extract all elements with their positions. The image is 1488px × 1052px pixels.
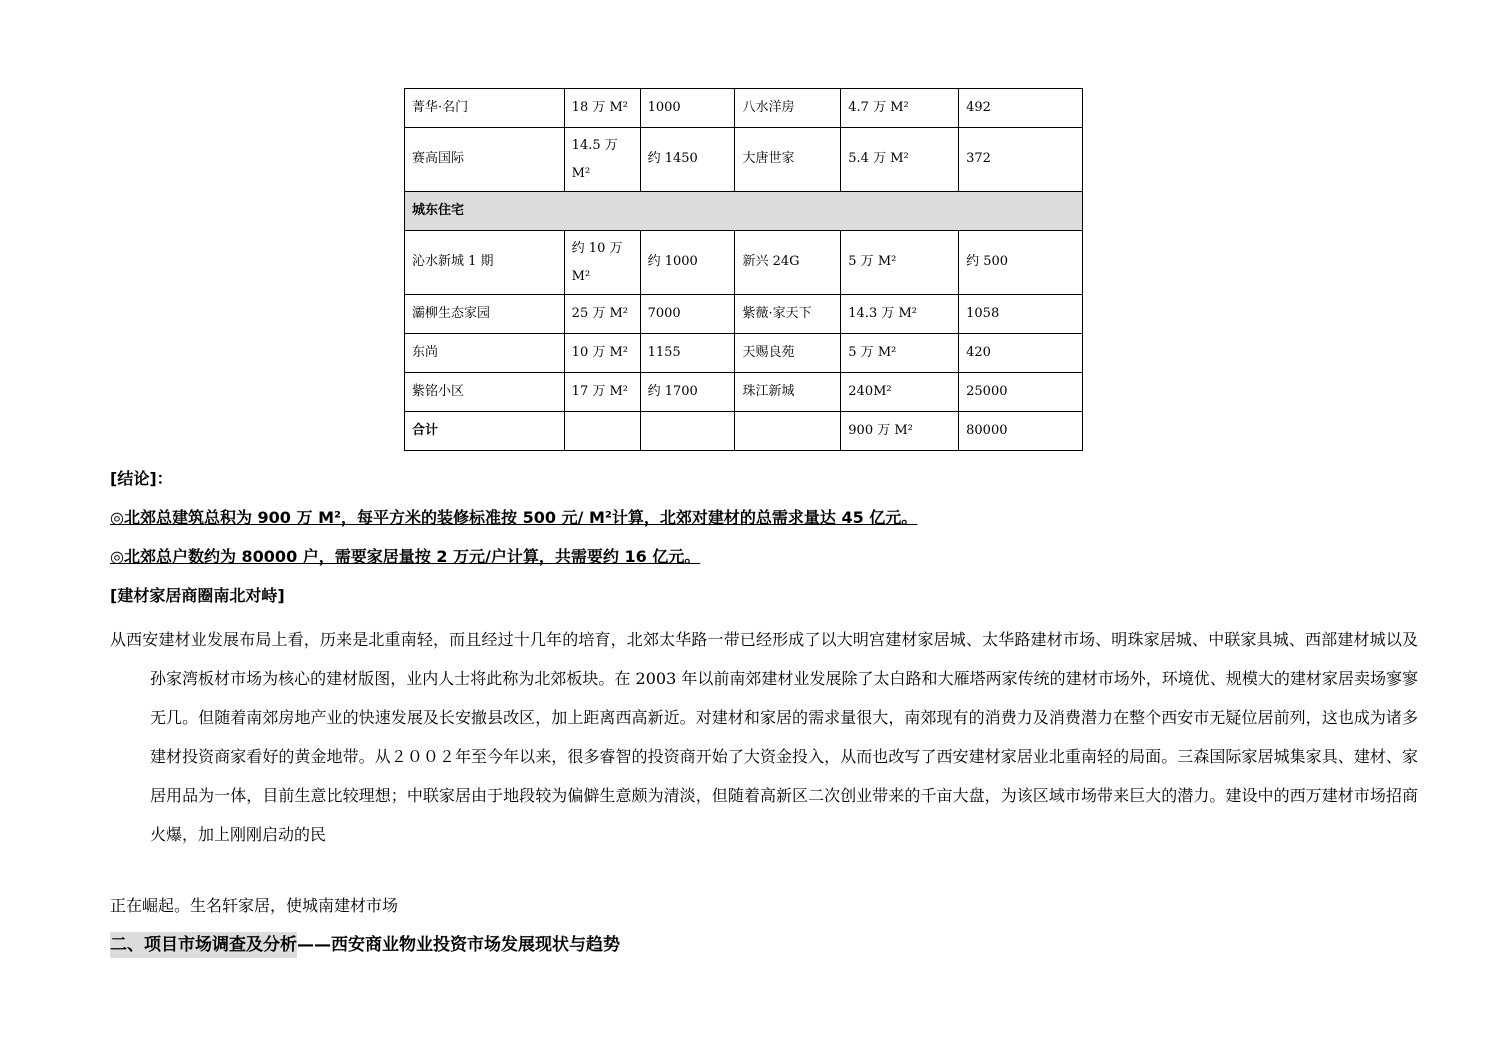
chapter-heading-rest: ——西安商业物业投资市场发展现状与趋势 <box>297 935 620 955</box>
table-row <box>405 334 1083 373</box>
table-cell: 900 万 M² <box>841 412 959 451</box>
table-row <box>405 128 1083 192</box>
table-cell: 7000 <box>640 295 735 334</box>
table-cell: 5 万 M² <box>841 334 959 373</box>
table-cell: 紫薇·家天下 <box>735 295 841 334</box>
table-cell: 372 <box>959 128 1083 192</box>
table-cell: 珠江新城 <box>735 373 841 412</box>
table-cell: 八水洋房 <box>735 89 841 128</box>
table-cell: 约 500 <box>959 231 1083 295</box>
table-cell: 东尚 <box>405 334 565 373</box>
table-cell: 1155 <box>640 334 735 373</box>
market-paragraph: 从西安建材业发展布局上看，历来是北重南轻，而且经过十几年的培育，北郊太华路一带已经形成了以大明宫建材家居城、太华路建材市场、明珠家居城、中联家具城、西部建材城以及孙家湾板材市场为核心的建材版图，业内人士将此称为北郊板块。在 2003 年以前南郊建材业发展除了太白路和大雁塔两家传统的建材市场外，环境优、规模大的建材家居卖场寥寥无几。但随着南郊房地产业的快速发展及长安撤县改区，加上距离西高新近。对建材和家居的需求量很大，南郊现有的消费力及消费潜力在整个西安市无疑位居前列，这也成为诸多建材投资商家看好的黄金地带。从２００２年至今年以来，很多睿智的投资商开始了大资金投入，从而也改写了西安建材家居业北重南轻的局面。三森国际家居城集家具、建材、家居用品为一体，目前生意比较理想；中联家居由于地段较为偏僻生意颇为清淡，但随着高新区二次创业带来的千亩大盘，为该区域市场带来巨大的潜力。建设中的西万建材市场招商火爆，加上刚刚启动的民 <box>110 630 1418 844</box>
table-cell: 天赐良苑 <box>735 334 841 373</box>
table-cell: 紫铭小区 <box>405 373 565 412</box>
table-cell: 492 <box>959 89 1083 128</box>
table-row <box>405 89 1083 128</box>
table-cell: 420 <box>959 334 1083 373</box>
table-cell: 18 万 M² <box>564 89 640 128</box>
table-cell: 新兴 24G <box>735 231 841 295</box>
continuation-text: 正在崛起。生名轩家居，使城南建材市场 <box>110 896 399 915</box>
table-cell: 菁华·名门 <box>405 89 565 128</box>
table-row <box>405 295 1083 334</box>
table-cell: 1058 <box>959 295 1083 334</box>
table-cell: 灞柳生态家园 <box>405 295 565 334</box>
total-row <box>405 412 1083 451</box>
table-body <box>405 89 1083 451</box>
table-cell: 10 万 M² <box>564 334 640 373</box>
table-cell <box>564 412 640 451</box>
chapter-heading <box>110 930 620 955</box>
section-row <box>405 192 1083 231</box>
table-cell: 约 10 万 M² <box>564 231 640 295</box>
table-cell: 赛高国际 <box>405 128 565 192</box>
section-label: 城东住宅 <box>405 192 1083 231</box>
table-cell: 17 万 M² <box>564 373 640 412</box>
table-cell: 14.5 万 M² <box>564 128 640 192</box>
table-cell: 约 1450 <box>640 128 735 192</box>
table-cell: 25000 <box>959 373 1083 412</box>
table-cell: 14.3 万 M² <box>841 295 959 334</box>
table-cell: 约 1700 <box>640 373 735 412</box>
table-cell: 240M² <box>841 373 959 412</box>
table-cell: 合计 <box>405 412 565 451</box>
table-cell: 大唐世家 <box>735 128 841 192</box>
table-cell: 沁水新城 1 期 <box>405 231 565 295</box>
table-cell <box>735 412 841 451</box>
table-cell: 4.7 万 M² <box>841 89 959 128</box>
table-cell: 约 1000 <box>640 231 735 295</box>
conclusion-point-1: ◎北郊总建筑总积为 900 万 M²，每平方米的装修标准按 500 元/ M²计算，北郊对建材的总需求量达 45 亿元。 <box>110 508 918 527</box>
conclusion-point-2: ◎北郊总户数约为 80000 户，需要家居量按 2 万元/户计算，共需要约 16 亿元。 <box>110 547 701 566</box>
table-cell: 5.4 万 M² <box>841 128 959 192</box>
chapter-heading-highlight: 二、项目市场调查及分析 <box>110 932 297 958</box>
table-cell: 25 万 M² <box>564 295 640 334</box>
table-row <box>405 231 1083 295</box>
table-row <box>405 373 1083 412</box>
conclusion-heading: [结论]： <box>110 469 173 488</box>
table-cell: 5 万 M² <box>841 231 959 295</box>
table-cell: 80000 <box>959 412 1083 451</box>
table-cell: 1000 <box>640 89 735 128</box>
section-heading: [建材家居商圈南北对峙] <box>110 586 285 605</box>
table-cell <box>640 412 735 451</box>
housing-data-table <box>404 88 1083 451</box>
